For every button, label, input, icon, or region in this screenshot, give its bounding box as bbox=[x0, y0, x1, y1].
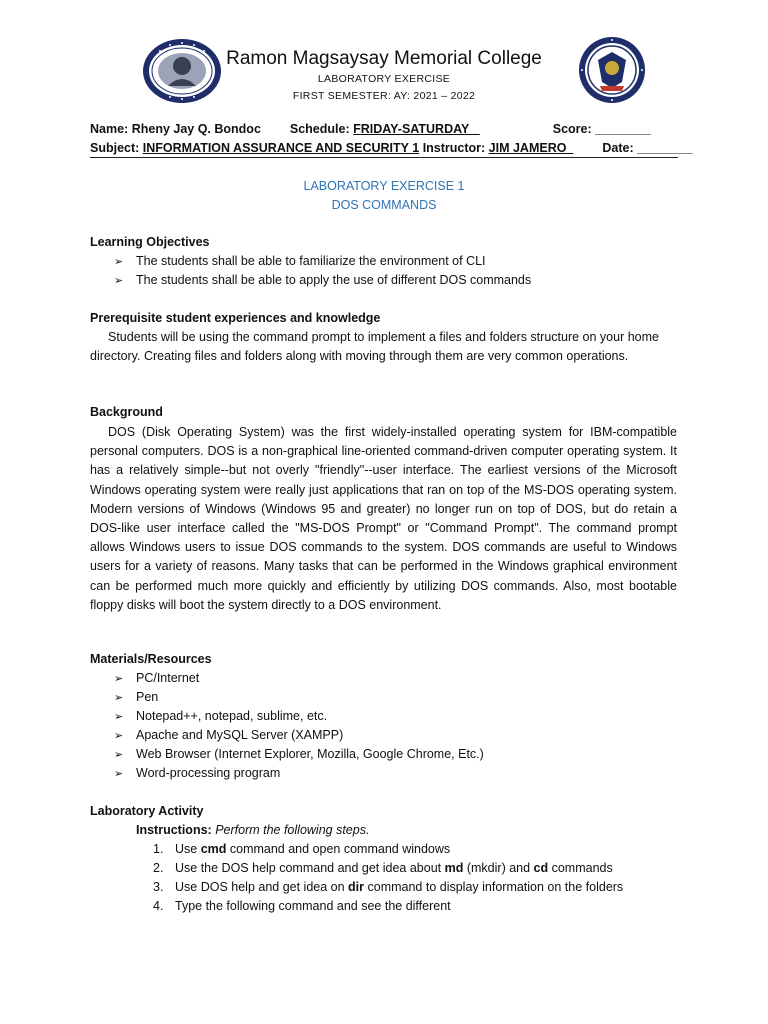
materials-list bbox=[114, 669, 484, 783]
objectives-heading: Learning Objectives bbox=[90, 235, 210, 249]
prerequisite-paragraph: Students will be using the command prompt to implement a files and folders structure on your home directory. Creating files and folders along with moving through them are very common operations. bbox=[90, 330, 659, 364]
subject-label: Subject: bbox=[90, 141, 140, 155]
steps-list bbox=[153, 840, 623, 916]
exercise-title: LABORATORY EXERCISE 1 bbox=[303, 179, 465, 193]
exercise-subtitle: DOS COMMANDS bbox=[331, 198, 437, 212]
list-item: ➢ Pen bbox=[114, 688, 484, 707]
instructor-label: Instructor: bbox=[422, 141, 486, 155]
instructor-value: JIM JAMERO bbox=[488, 141, 567, 155]
info-row-1 bbox=[90, 122, 651, 136]
arrow-bullet-icon: ➢ bbox=[114, 275, 124, 287]
date-blank: ________ bbox=[637, 141, 693, 155]
subject-value: INFORMATION ASSURANCE AND SECURITY 1 bbox=[142, 141, 420, 155]
exercise-label: LABORATORY EXERCISE bbox=[317, 73, 451, 85]
arrow-bullet-icon: ➢ bbox=[114, 692, 124, 704]
objectives-list bbox=[114, 252, 531, 290]
list-item: 4. Type the following command and see the different bbox=[153, 899, 451, 913]
name-value: Rheny Jay Q. Bondoc bbox=[131, 122, 261, 136]
arrow-bullet-icon: ➢ bbox=[114, 749, 124, 761]
list-item: ➢ The students shall be able to apply the use of different DOS commands bbox=[114, 271, 531, 290]
semester-label: FIRST SEMESTER: AY: 2021 – 2022 bbox=[292, 90, 476, 102]
arrow-bullet-icon: ➢ bbox=[114, 730, 124, 742]
instructions-label: Instructions: bbox=[136, 823, 212, 837]
list-item: 1. Use cmd command and open command windows bbox=[153, 842, 451, 856]
list-item: ➢ Word-processing program bbox=[114, 764, 484, 783]
arrow-bullet-icon: ➢ bbox=[114, 711, 124, 723]
arrow-bullet-icon: ➢ bbox=[114, 768, 124, 780]
list-item: ➢ PC/Internet bbox=[114, 669, 484, 688]
college-name: Ramon Magsaysay Memorial College bbox=[226, 48, 542, 69]
list-item: 3. Use DOS help and get idea on dir command to display information on the folders bbox=[153, 880, 624, 894]
list-item: ➢ Web Browser (Internet Explorer, Mozilla, Google Chrome, Etc.) bbox=[114, 745, 484, 764]
background-heading: Background bbox=[90, 405, 163, 419]
list-item: ➢ Apache and MySQL Server (XAMPP) bbox=[114, 726, 484, 745]
list-item: 2. Use the DOS help command and get idea about md (mkdir) and cd commands bbox=[153, 861, 613, 875]
date-label: Date: bbox=[602, 141, 634, 155]
score-blank: ________ bbox=[595, 122, 651, 136]
prerequisite-heading: Prerequisite student experiences and knowledge bbox=[90, 311, 381, 325]
score-label: Score: bbox=[552, 122, 592, 136]
instructions bbox=[136, 823, 369, 837]
arrow-bullet-icon: ➢ bbox=[114, 256, 124, 268]
background-paragraph: DOS (Disk Operating System) was the first widely-installed operating system for IBM-compatible personal computers. DOS is a non-graphical line-oriented command-driven computer operating system. It has a relatively simple--but not overly "friendly"--user interface. The earliest versions of the Microsoft Windows operating system were really just applications that ran on top of the MS-DOS operating system. Modern versions of Windows (Windows 95 and greater) no longer run on top of DOS, but do retain a DOS-like user interface called the "MS-DOS Prompt" or "Command Prompt". The command prompt allows Windows users to issue DOS commands to the system. DOS commands are useful to Windows users for a variety of reasons. Many tasks that can be performed in the Windows graphical environment can be performed much more quickly and efficiently by utilizing DOS commands. Also, most bootable floppy disks will boot the system directly to a DOS environment. bbox=[90, 425, 677, 612]
arrow-bullet-icon: ➢ bbox=[114, 673, 124, 685]
schedule-value: FRIDAY-SATURDAY bbox=[353, 122, 470, 136]
list-item: ➢ The students shall be able to familiarize the environment of CLI bbox=[114, 252, 531, 271]
header-divider bbox=[90, 157, 678, 158]
schedule-label: Schedule: bbox=[289, 122, 350, 136]
activity-heading: Laboratory Activity bbox=[90, 804, 204, 818]
list-item: ➢ Notepad++, notepad, sublime, etc. bbox=[114, 707, 484, 726]
instructions-text: Perform the following steps. bbox=[215, 823, 370, 837]
materials-heading: Materials/Resources bbox=[90, 652, 212, 666]
name-label: Name: bbox=[90, 122, 129, 136]
info-row-2 bbox=[90, 141, 693, 155]
